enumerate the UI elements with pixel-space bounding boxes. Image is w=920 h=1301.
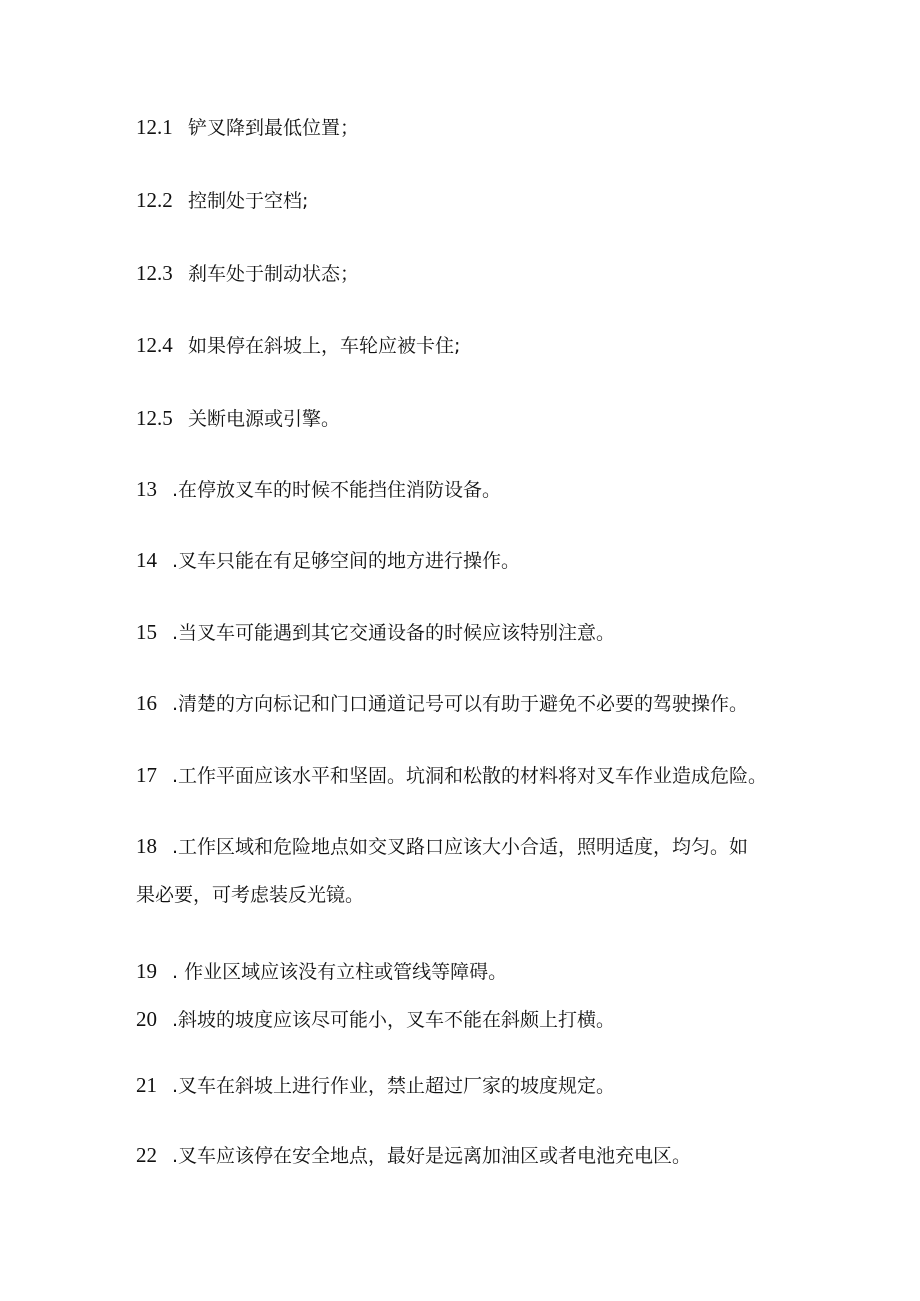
item-text: 铲叉降到最低位置； [188,117,360,139]
item-number: 22 [136,1143,157,1167]
item-number: 12.5 [136,406,173,430]
list-item [136,1073,860,1098]
item-text: .斜坡的坡度应该尽可能小，叉车不能在斜颇上打横。 [172,1009,616,1031]
item-text: 果必要，可考虑装反光镜。 [136,884,365,906]
item-text: .工作区域和危险地点如交叉路口应该大小合适，照明适度，均匀。如 [172,836,749,858]
list-item [136,620,860,645]
item-number: 21 [136,1073,157,1097]
item-text: .叉车只能在有足够空间的地方进行操作。 [172,550,521,572]
item-number: 16 [136,691,157,715]
item-number: 12.3 [136,261,173,285]
list-item-continuation [136,883,860,907]
item-number: 12.1 [136,115,173,139]
item-number: 18 [136,834,157,858]
item-number: 19 [136,959,157,983]
list-item [136,1143,860,1168]
list-item [136,188,860,213]
list-item [136,115,860,140]
item-text: .在停放叉车的时候不能挡住消防设备。 [172,479,502,501]
list-item [136,763,860,788]
item-number: 12.2 [136,188,173,212]
item-number: 20 [136,1007,157,1031]
item-text: .当叉车可能遇到其它交通设备的时候应该特别注意。 [172,622,616,644]
item-text: .叉车应该停在安全地点，最好是远离加油区或者电池充电区。 [172,1145,692,1167]
list-item [136,1007,860,1032]
list-item [136,333,860,358]
list-item [136,261,860,286]
item-text: 如果停在斜坡上，车轮应被卡住; [188,335,461,357]
item-number: 12.4 [136,333,173,357]
item-text: . 作业区域应该没有立柱或管线等障碍。 [172,961,508,983]
list-item [136,834,860,859]
item-number: 14 [136,548,157,572]
list-item [136,548,860,573]
item-text: 刹车处于制动状态； [188,263,360,285]
item-text: 关断电源或引擎。 [188,408,341,430]
item-number: 15 [136,620,157,644]
list-item [136,959,860,984]
list-item [136,406,860,431]
item-text: .清楚的方向标记和门口通道记号可以有助于避免不必要的驾驶操作。 [172,693,749,715]
item-text: .工作平面应该水平和坚固。坑洞和松散的材料将对叉车作业造成危险。 [172,765,768,787]
item-text: 控制处于空档; [188,190,309,212]
list-item [136,477,860,502]
item-number: 17 [136,763,157,787]
item-number: 13 [136,477,157,501]
item-text: .叉车在斜坡上进行作业，禁止超过厂家的坡度规定。 [172,1075,616,1097]
list-item [136,691,860,716]
